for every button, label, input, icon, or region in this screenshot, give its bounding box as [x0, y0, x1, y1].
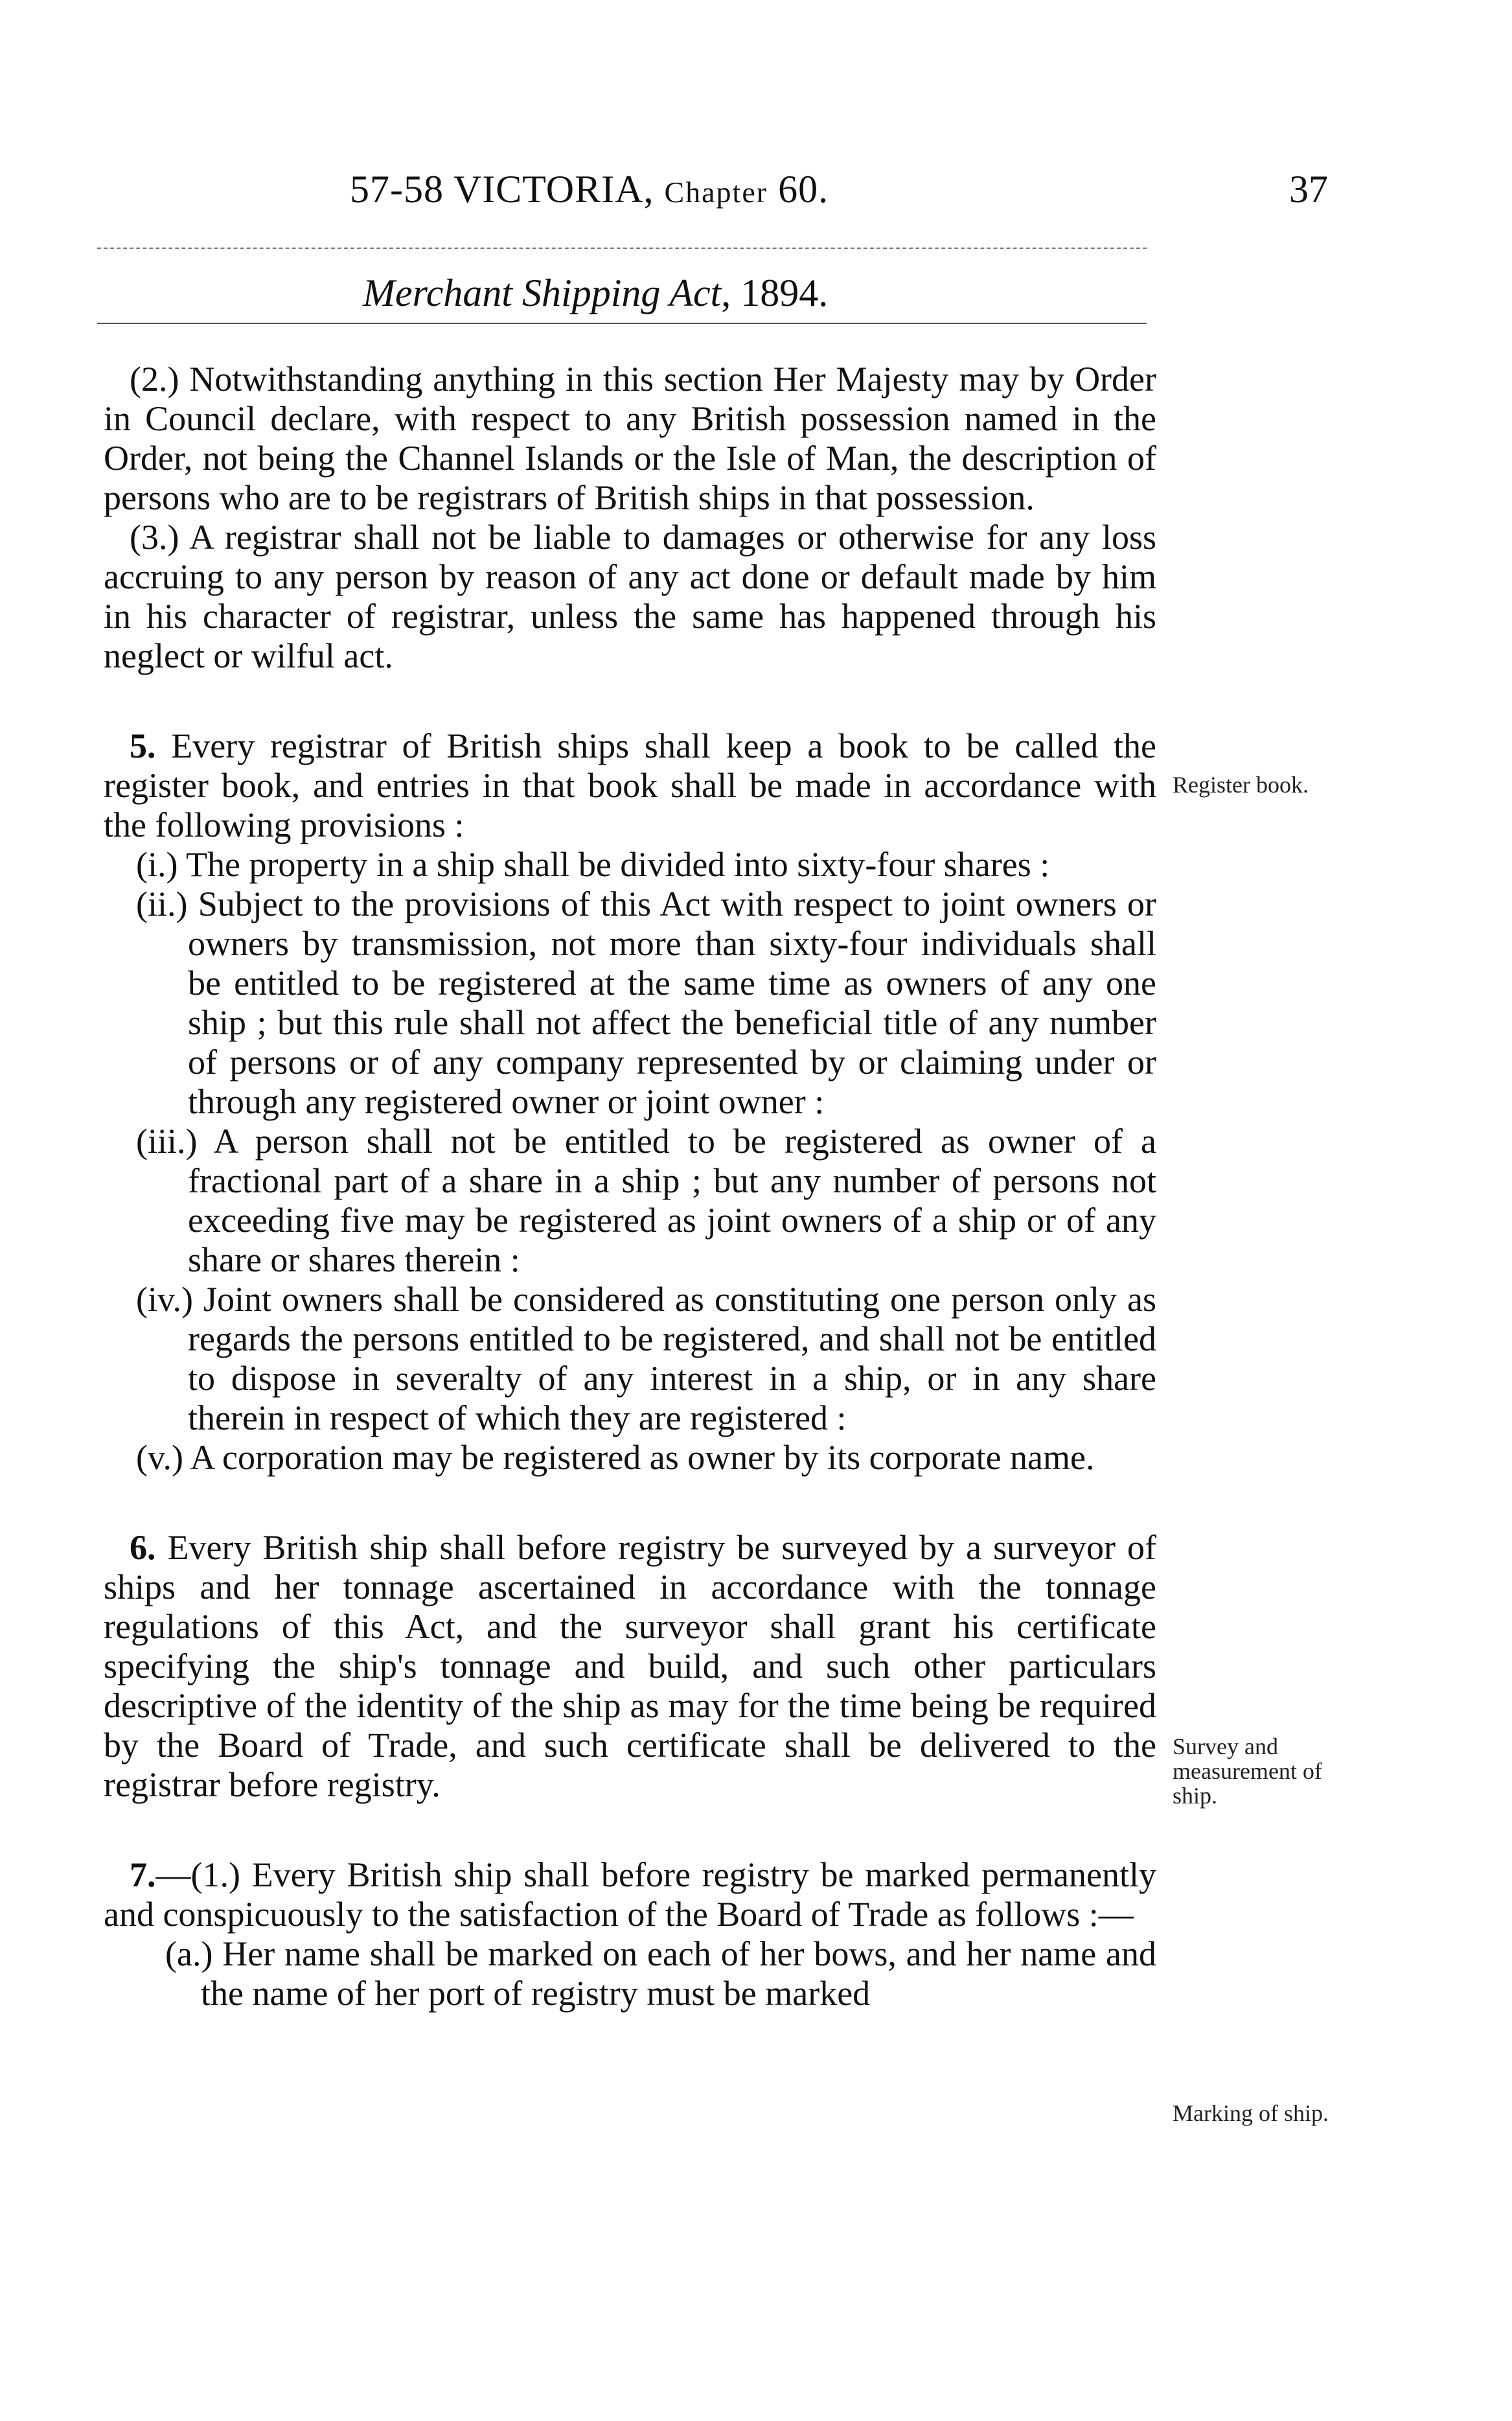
margin-note-marking: Marking of ship. [1173, 2100, 1329, 2126]
section-6 [104, 1528, 1156, 1805]
act-title [363, 271, 828, 316]
section-7-item-a: (a.) Her name shall be marked on each of her bows, and her name and the name of her port of registry must be marked [165, 1934, 1156, 2013]
margin-note-register-book: Register book. [1173, 772, 1309, 798]
subsection-3: (3.) A registrar shall not be liable to damages or otherwise for any loss accruing to any person by reason of any act done or default made by him in his character of registrar, unless the same has happened through his neglect or wilful act. [104, 518, 1156, 675]
section-7 [104, 1855, 1156, 1934]
section-5-item-iii: (iii.) A person shall not be entitled to be registered as owner of a fractional part of a share in a ship ; but any number of persons not exceeding five may be registered as joint owners of a ship or of any share or shares therein : [136, 1122, 1156, 1279]
section-5-item-i: (i.) The property in a ship shall be divided into sixty-four shares : [136, 845, 1050, 884]
running-header [350, 167, 829, 212]
statute-body [104, 360, 1156, 2013]
subsection-2: (2.) Notwithstanding anything in this section Her Majesty may by Order in Council declare, with respect to any British possession named in the Order, not being the Channel Islands or the Isle of Man, the description of persons who are to be registrars of British ships in that possession. [104, 360, 1156, 517]
header-chapter-number: 60. [768, 168, 829, 211]
section-5-number: 5. [130, 726, 156, 765]
section-5-item-ii: (ii.) Subject to the provisions of this Act with respect to joint owners or owners by transmission, not more than sixty-four individuals shall be entitled to be registered at the same time as owners of any one ship ; but this rule shall not affect the beneficial title of any number of persons or of any company represented by or claiming under or through any registered owner or joint owner : [136, 885, 1156, 1121]
section-7-text: —(1.) Every British ship shall before registry be marked permanently and conspicuously to the satisfaction of the Board of Trade as follows :— [104, 1855, 1156, 1934]
act-title-italic: Merchant Shipping Act [363, 272, 722, 314]
section-6-text: Every British ship shall before registry be surveyed by a surveyor of ships and her tonnage ascertained in accordance with the tonnage regulations of this Act, and the surveyor shall grant his certificate specifying the ship's tonnage and build, and such other particulars descriptive of the identity of the ship as may for the time being be required by the Board of Trade, and such certificate shall be delivered to the registrar before registry. [104, 1528, 1156, 1804]
header-chapter-label: Chapter [664, 176, 768, 209]
section-5-text: Every registrar of British ships shall keep a book to be called the register book, and entries in that book shall be made in accordance with the following provisions : [104, 726, 1156, 844]
margin-note-survey: Survey and measurement of ship. [1173, 1733, 1322, 1809]
section-7-number: 7. [130, 1855, 156, 1894]
section-5-item-v: (v.) A corporation may be registered as owner by its corporate name. [136, 1438, 1095, 1477]
title-divider [97, 323, 1147, 324]
act-title-year: , 1894. [721, 272, 829, 314]
header-title: 57-58 VICTORIA, [350, 168, 665, 211]
section-6-number: 6. [130, 1528, 156, 1567]
section-5 [104, 726, 1156, 845]
header-divider [97, 248, 1147, 249]
page-number: 37 [1289, 168, 1328, 211]
section-5-item-iv: (iv.) Joint owners shall be considered as constituting one person only as regards the persons entitled to be registered, and shall not be entitled to dispose in severalty of any interest in a ship, or in any share therein in respect of which they are registered : [136, 1280, 1156, 1437]
